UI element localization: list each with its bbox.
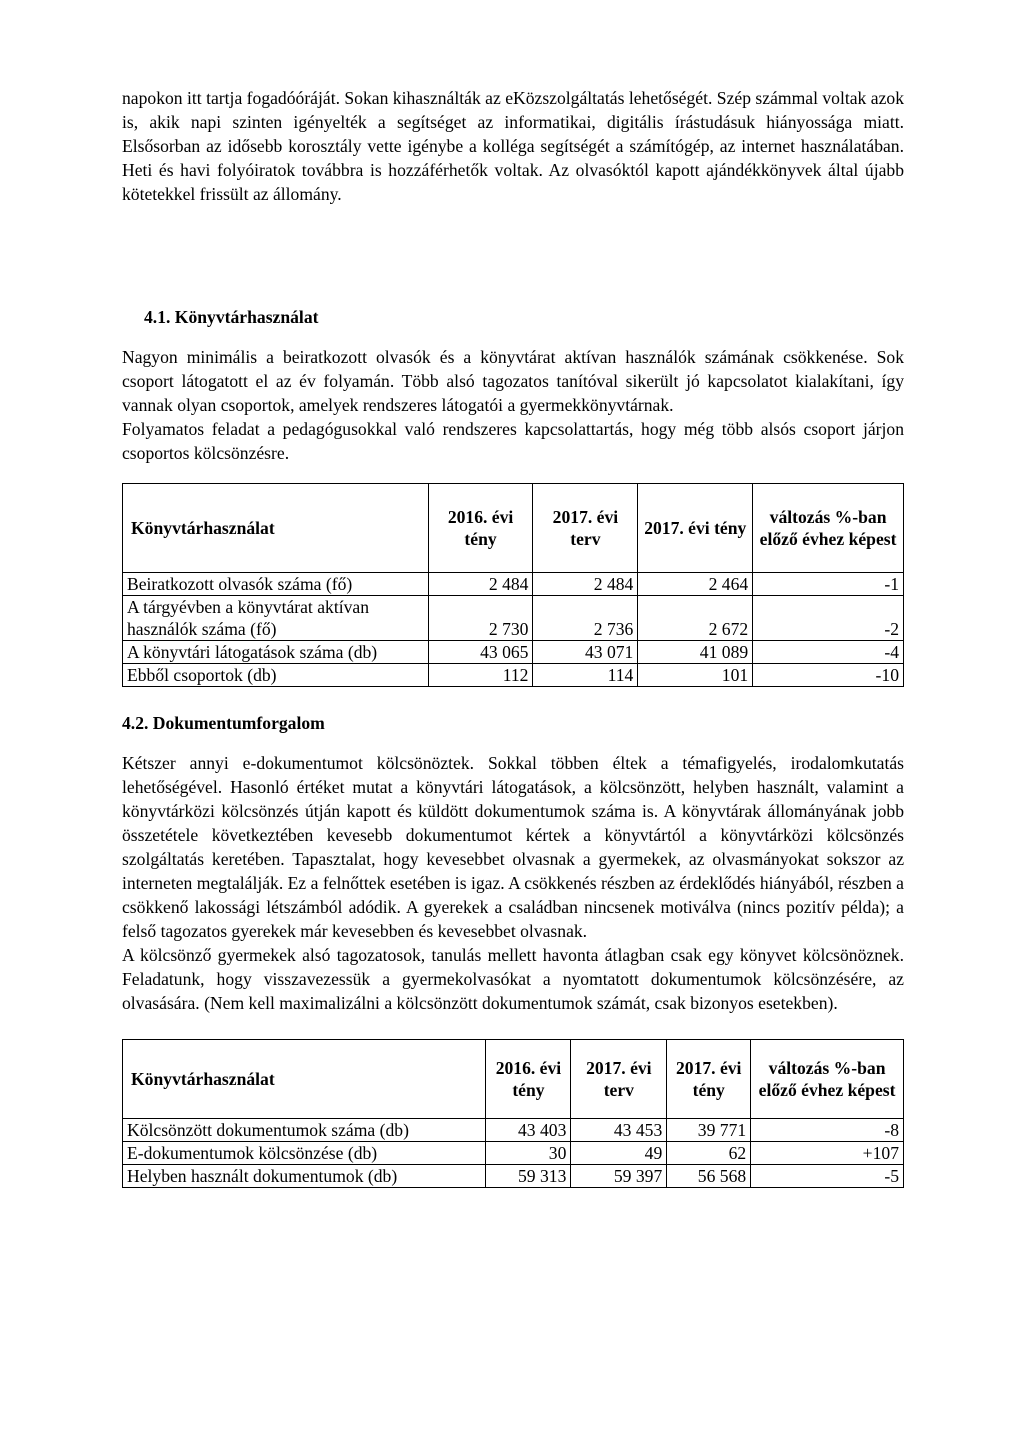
header-2017-actual: 2017. évi tény [638,484,753,573]
document-page [122,86,904,1188]
cell-value: 101 [638,664,753,687]
cell-value: -4 [753,641,904,664]
row-label: Helyben használt dokumentumok (db) [123,1165,486,1188]
cell-value: 59 397 [571,1165,667,1188]
header-change-percent: változás %-ban előző évhez képest [753,484,904,573]
table-row [123,641,904,664]
cell-value: +107 [751,1142,904,1165]
cell-value: 2 672 [638,596,753,641]
table-row [123,1142,904,1165]
section-41-heading: 4.1. Könyvtárhasználat [144,307,319,327]
cell-value: -2 [753,596,904,641]
cell-value: 56 568 [667,1165,751,1188]
header-2017-plan: 2017. évi terv [571,1040,667,1119]
table-header-row [123,1040,904,1119]
cell-value: 62 [667,1142,751,1165]
cell-value: 2 730 [428,596,533,641]
table-row [123,1119,904,1142]
cell-value: 112 [428,664,533,687]
cell-value: 49 [571,1142,667,1165]
cell-value: 2 736 [533,596,638,641]
header-2016-actual: 2016. évi tény [486,1040,571,1119]
table-row [123,664,904,687]
section-42-heading: 4.2. Dokumentumforgalom [122,713,325,733]
table-row [123,1165,904,1188]
cell-value: 2 464 [638,573,753,596]
cell-value: 41 089 [638,641,753,664]
header-change-percent: változás %-ban előző évhez képest [751,1040,904,1119]
document-circulation-table [122,1039,904,1188]
cell-value: 43 403 [486,1119,571,1142]
header-category: Könyvtárhasználat [123,1040,486,1119]
row-label: A tárgyévben a könyvtárat aktívan használók száma (fő) [123,596,429,641]
cell-value: 43 453 [571,1119,667,1142]
cell-value: 43 065 [428,641,533,664]
table-header-row [123,484,904,573]
cell-value: -5 [751,1165,904,1188]
cell-value: 2 484 [428,573,533,596]
cell-value: 43 071 [533,641,638,664]
header-category: Könyvtárhasználat [123,484,429,573]
table-row [123,573,904,596]
cell-value: 114 [533,664,638,687]
row-label: Beiratkozott olvasók száma (fő) [123,573,429,596]
cell-value: -8 [751,1119,904,1142]
cell-value: 30 [486,1142,571,1165]
section-41-paragraph-1: Nagyon minimális a beiratkozott olvasók és a könyvtárat aktívan használók számának csökkenése. Sok csoport látogatott el az év folyamán. Több alsó tagozatos tanítóval sikerült jó kapcsolatot kialakítani, így vannak olyan csoportok, amelyek rendszeres látogatói a gyermekkönyvtárnak. [122,347,904,415]
row-label: Ebből csoportok (db) [123,664,429,687]
cell-value: -1 [753,573,904,596]
section-41-paragraph-2: Folyamatos feladat a pedagógusokkal való rendszeres kapcsolattartás, hogy még több alsós csoport járjon csoportos kölcsönzésre. [122,419,904,463]
row-label: Kölcsönzött dokumentumok száma (db) [123,1119,486,1142]
cell-value: -10 [753,664,904,687]
cell-value: 39 771 [667,1119,751,1142]
row-label: E-dokumentumok kölcsönzése (db) [123,1142,486,1165]
section-42-paragraph-2: A kölcsönző gyermekek alsó tagozatosok, tanulás mellett havonta átlagban csak egy könyvet kölcsönöznek. Feladatunk, hogy visszavezessük a gyermekolvasókat a nyomtatott dokumentumok kölcsönzésére, az olvasására. (Nem kell maximalizálni a kölcsönzött dokumentumok számát, csak bizonyos esetekben). [122,945,904,1013]
table-row [123,596,904,641]
section-42-paragraph-1: Kétszer annyi e-dokumentumot kölcsönöztek. Sokkal többen éltek a témafigyelés, irodalomkutatás lehetőségével. Hasonló értéket mutat a könyvtári látogatások, a kölcsönzött, helyben használt, valamint a könyvtárközi kölcsönzés útján kapott és küldött dokumentumok száma is. A könyvtárak állományának jobb összetétele következtében kevesebb dokumentumot kértek a könyvtártól a könyvtárközi kölcsönzés szolgáltatás keretében. Tapasztalat, hogy kevesebbet olvasnak a gyermekek, az olvasmányokat sokszor az interneten megtalálják. Ez a felnőttek esetében is igaz. A csökkenés részben az érdeklődés hiányából, részben a csökkenő lakossági létszámból adódik. A gyerekek a családban nincsenek motiválva (nincs pozitív példa); a felső tagozatos gyerekek már kevesebben és kevesebbet olvasnak. [122,753,904,941]
row-label: A könyvtári látogatások száma (db) [123,641,429,664]
intro-paragraph: napokon itt tartja fogadóóráját. Sokan kihasználták az eKözszolgáltatás lehetőségét. Szép számmal voltak azok is, akik napi szinten igényelték a segítséget az informatikai, digitális írástudásuk hiányossága miatt. Elsősorban az idősebb korosztály vette igénybe a kolléga segítségét a számítógép, az internet használatában. Heti és havi folyóiratok továbbra is hozzáférhetők voltak. Az olvasóktól kapott ajándékkönyvek által újabb kötetekkel frissült az állomány. [122,88,904,204]
cell-value: 2 484 [533,573,638,596]
cell-value: 59 313 [486,1165,571,1188]
library-usage-table [122,483,904,687]
header-2017-actual: 2017. évi tény [667,1040,751,1119]
header-2016-actual: 2016. évi tény [428,484,533,573]
header-2017-plan: 2017. évi terv [533,484,638,573]
